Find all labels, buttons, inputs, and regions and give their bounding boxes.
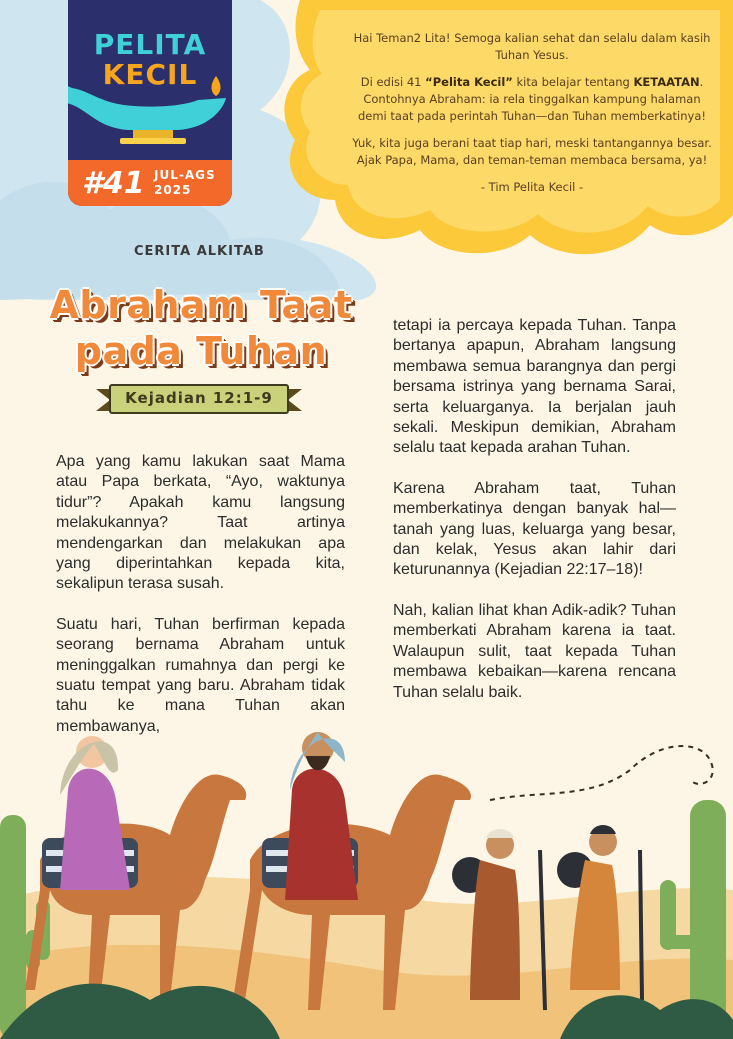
- editor-greeting: [352, 30, 712, 206]
- greeting-keyword: KETAATAN: [633, 75, 700, 89]
- logo-title-line1: PELITA: [93, 28, 207, 61]
- story-title-line2: pada Tuhan: [74, 329, 328, 373]
- issue-number: #41: [82, 166, 145, 201]
- greeting-magazine-name: “Pelita Kecil”: [425, 75, 513, 89]
- greeting-p2-post: . Contohnya Abraham: ia rela tinggalkan kampung halaman demi taat pada perintah Tuhan—dan Tuhan memberkatinya!: [357, 75, 706, 123]
- logo-title-line2: KECIL: [102, 58, 198, 91]
- story-title-line1: Abraham Taat: [49, 283, 353, 327]
- story-paragraph: tetapi ia percaya kepada Tuhan. Tanpa bertanya apapun, Abraham langsung membawa semua barangnya dan pergi bersama istrinya yang bernama Sarai, serta keluarganya. Ia berjalan jauh sekali. Meskipun demikian, Abraham selalu taat kepada arahan Tuhan.: [393, 317, 676, 457]
- issue-date: [154, 168, 216, 198]
- greeting-paragraph-2: [352, 74, 712, 125]
- story-title: [46, 282, 356, 374]
- magazine-logo: [68, 0, 232, 206]
- issue-months: JUL-AGS: [154, 168, 216, 182]
- greeting-p2-mid: kita belajar tentang: [512, 75, 634, 89]
- story-paragraph: Suatu hari, Tuhan berfirman kepada seorang bernama Abraham untuk meninggalkan rumahnya dan pergi ke suatu tempat yang baru. Abraham tidak tahu ke mana Tuhan akan membawanya,: [56, 615, 345, 735]
- greeting-signature: - Tim Pelita Kecil -: [480, 180, 584, 194]
- dotted-path: [490, 746, 713, 800]
- story-paragraph: Nah, kalian lihat khan Adik-adik? Tuhan memberkati Abraham karena ia taat. Walaupun sulit, taat kepada Tuhan membawa kebaikan—karena rencana Tuhan selalu baik.: [393, 601, 676, 701]
- section-label: CERITA ALKITAB: [134, 244, 265, 259]
- greeting-paragraph-3: Yuk, kita juga berani taat tiap hari, meski tantangannya besar. Ajak Papa, Mama, dan teman-teman membaca bersama, ya!: [352, 136, 712, 167]
- issue-year: 2025: [154, 183, 192, 197]
- oil-lamp-icon: [68, 70, 232, 155]
- abraham-journey-illustration: [0, 700, 733, 1039]
- issue-bar: [68, 160, 232, 206]
- scripture-reference: Kejadian 12:1-9: [125, 389, 273, 407]
- story-paragraph: Karena Abraham taat, Tuhan memberkatinya dengan banyak hal—tanah yang luas, keluarga yang besar, dan kelak, Yesus akan lahir dari keturunannya (Kejadian 22:17–18)!: [393, 479, 676, 579]
- greeting-p2-pre: Di edisi 41: [360, 75, 426, 89]
- story-paragraph: Apa yang kamu lakukan saat Mama atau Papa berkata, “Ayo, waktunya tidur”? Apakah kamu langsung melakukannya? Taat artinya mendengarkan dan melakukan apa yang diperintahkan kepada kita, sekalipun terasa susah.: [56, 453, 345, 593]
- greeting-paragraph-1: Hai Teman2 Lita! Semoga kalian sehat dan selalu dalam kasih Tuhan Yesus.: [353, 31, 711, 62]
- story-column-right: [393, 316, 676, 723]
